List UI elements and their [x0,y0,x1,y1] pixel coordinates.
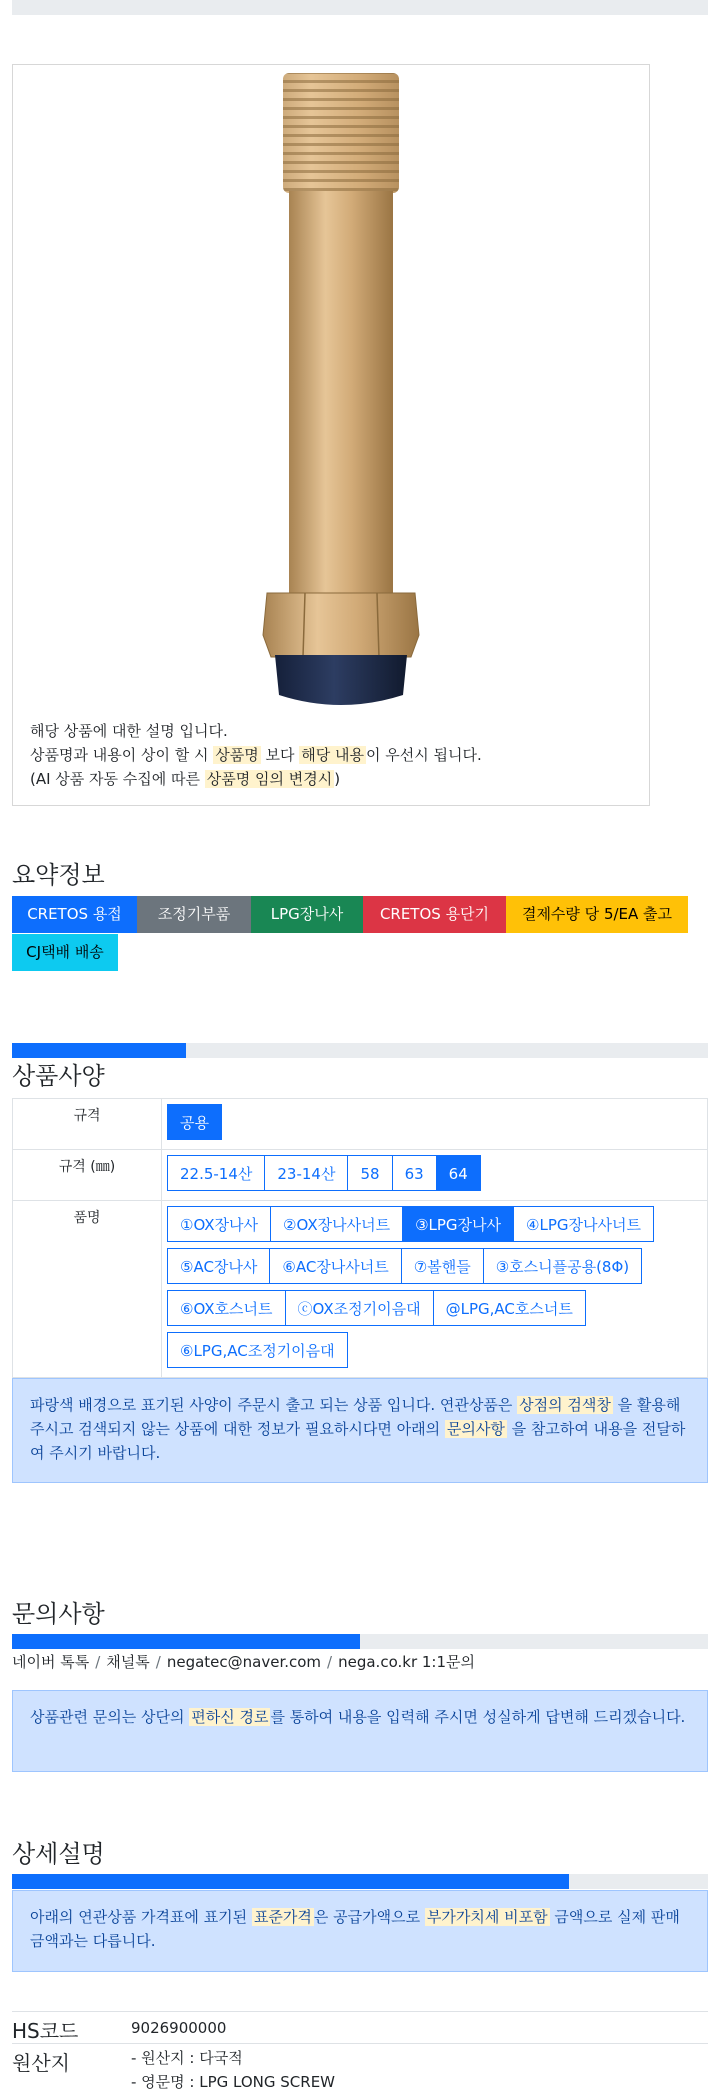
spec-label: 규격 (㎜) [13,1150,162,1201]
origin-english-name: - 영문명 : LPG LONG SCREW [131,2073,336,2091]
spec-notice: 파랑색 배경으로 표기된 사양이 주문시 출고 되는 상품 입니다. 연관상품은 상점의 검색창 을 활용해 주시고 검색되지 않는 상품에 대한 정보가 필요하시다면 아래의 문의사항 을 참고하여 내용을 전달하여 주시기 바랍니다. [12,1378,708,1483]
contact-naver-talk[interactable]: 네이버 톡톡 [12,1653,90,1671]
badge-lpg-screw: LPG장나사 [251,896,363,933]
detail-heading: 상세설명 [12,1840,105,1868]
spec-option[interactable]: 22.5-14산 [167,1155,265,1191]
spec-options [162,1201,708,1378]
inquiry-notice: 상품관련 문의는 상단의 편하신 경로 를 통하여 내용을 입력해 주시면 성실하게 답변해 드리겠습니다. [12,1690,708,1772]
description-line: 해당 상품에 대한 설명 입니다. [30,722,228,740]
spec-row-size [13,1150,708,1201]
origin-label: 원산지 [12,2051,70,2075]
product-description [30,719,482,791]
inquiry-heading: 문의사항 [12,1600,105,1628]
contact-channel-talk[interactable]: 채널톡 [106,1653,150,1671]
contact-breadcrumb: 네이버 톡톡 / 채널톡 / negatec@naver.com / nega.co.kr 1:1문의 [12,1653,475,1671]
product-image [241,65,441,705]
contact-email[interactable]: negatec@naver.com [166,1653,322,1671]
detail-notice: 아래의 연관상품 가격표에 표기된 표준가격 은 공급가액으로 부가가치세 비포함 금액으로 실제 판매금액과는 다릅니다. [12,1890,708,1972]
summary-heading: 요약정보 [12,861,105,889]
spec-option[interactable]: ⑥AC장나사너트 [269,1248,401,1284]
spec-option[interactable]: ③LPG장나사 [402,1206,514,1242]
product-image-card [12,64,650,806]
inquiry-progress-bar [12,1634,708,1649]
spec-option[interactable]: 23-14산 [264,1155,348,1191]
hs-code-value: 9026900000 [131,2019,227,2037]
spec-options [162,1150,708,1201]
option-group-size [163,1151,706,1197]
inquiry-progress-fill [12,1634,360,1649]
badge-cj-delivery: CJ택배 배송 [12,934,118,971]
top-progress-bar [12,0,708,15]
hs-code-label: HS코드 [12,2019,79,2043]
spec-option[interactable]: 공용 [167,1104,222,1140]
hs-code-row [12,2011,708,2044]
detail-progress-fill [12,1874,569,1889]
spec-option[interactable]: 58 [347,1155,392,1191]
spec-table [12,1098,708,1378]
description-line: 상품명과 내용이 상이 할 시 상품명 보다 해당 내용 이 우선시 됩니다. [30,746,482,764]
badge-cretos-cutter: CRETOS 용단기 [363,896,506,933]
contact-site-inquiry[interactable]: nega.co.kr 1:1문의 [338,1653,475,1671]
spec-row-name [13,1201,708,1378]
spec-option[interactable]: ①OX장나사 [167,1206,271,1242]
spec-row-standard [13,1099,708,1150]
origin-country: - 원산지 : 다국적 [131,2049,243,2067]
spec-option[interactable]: ⑥OX호스너트 [167,1290,286,1326]
spec-option[interactable]: ⑤AC장나사 [167,1248,270,1284]
spec-label: 품명 [13,1201,162,1378]
spec-option[interactable]: ⓒOX조정기이음대 [285,1290,434,1326]
description-line: (AI 상품 자동 수집에 따른 상품명 임의 변경시 ) [30,770,341,788]
spec-option[interactable]: 63 [392,1155,437,1191]
badge-regulator-parts: 조정기부품 [137,896,251,933]
origin-value [131,2046,335,2094]
spec-heading: 상품사양 [12,1062,105,1090]
spec-option[interactable]: ②OX장나사너트 [270,1206,403,1242]
spec-progress-bar [12,1043,708,1058]
option-group-standard [163,1100,706,1146]
spec-option[interactable]: ⑥LPG,AC조정기이음대 [167,1332,348,1368]
spec-option[interactable]: @LPG,AC호스너트 [433,1290,586,1326]
spec-option[interactable]: ③호스니플공용(8Φ) [483,1248,642,1284]
badge-quantity-notice: 결제수량 당 5/EA 출고 [506,896,688,933]
option-group-name [163,1202,706,1374]
spec-label: 규격 [13,1099,162,1150]
spec-options [162,1099,708,1150]
spec-option[interactable]: ④LPG장나사너트 [513,1206,654,1242]
spec-option[interactable]: 64 [436,1155,481,1191]
spec-option[interactable]: ⑦볼핸들 [401,1248,484,1284]
detail-progress-bar [12,1874,708,1889]
badge-cretos-welding: CRETOS 용접 [12,896,137,933]
origin-row [12,2043,708,2095]
